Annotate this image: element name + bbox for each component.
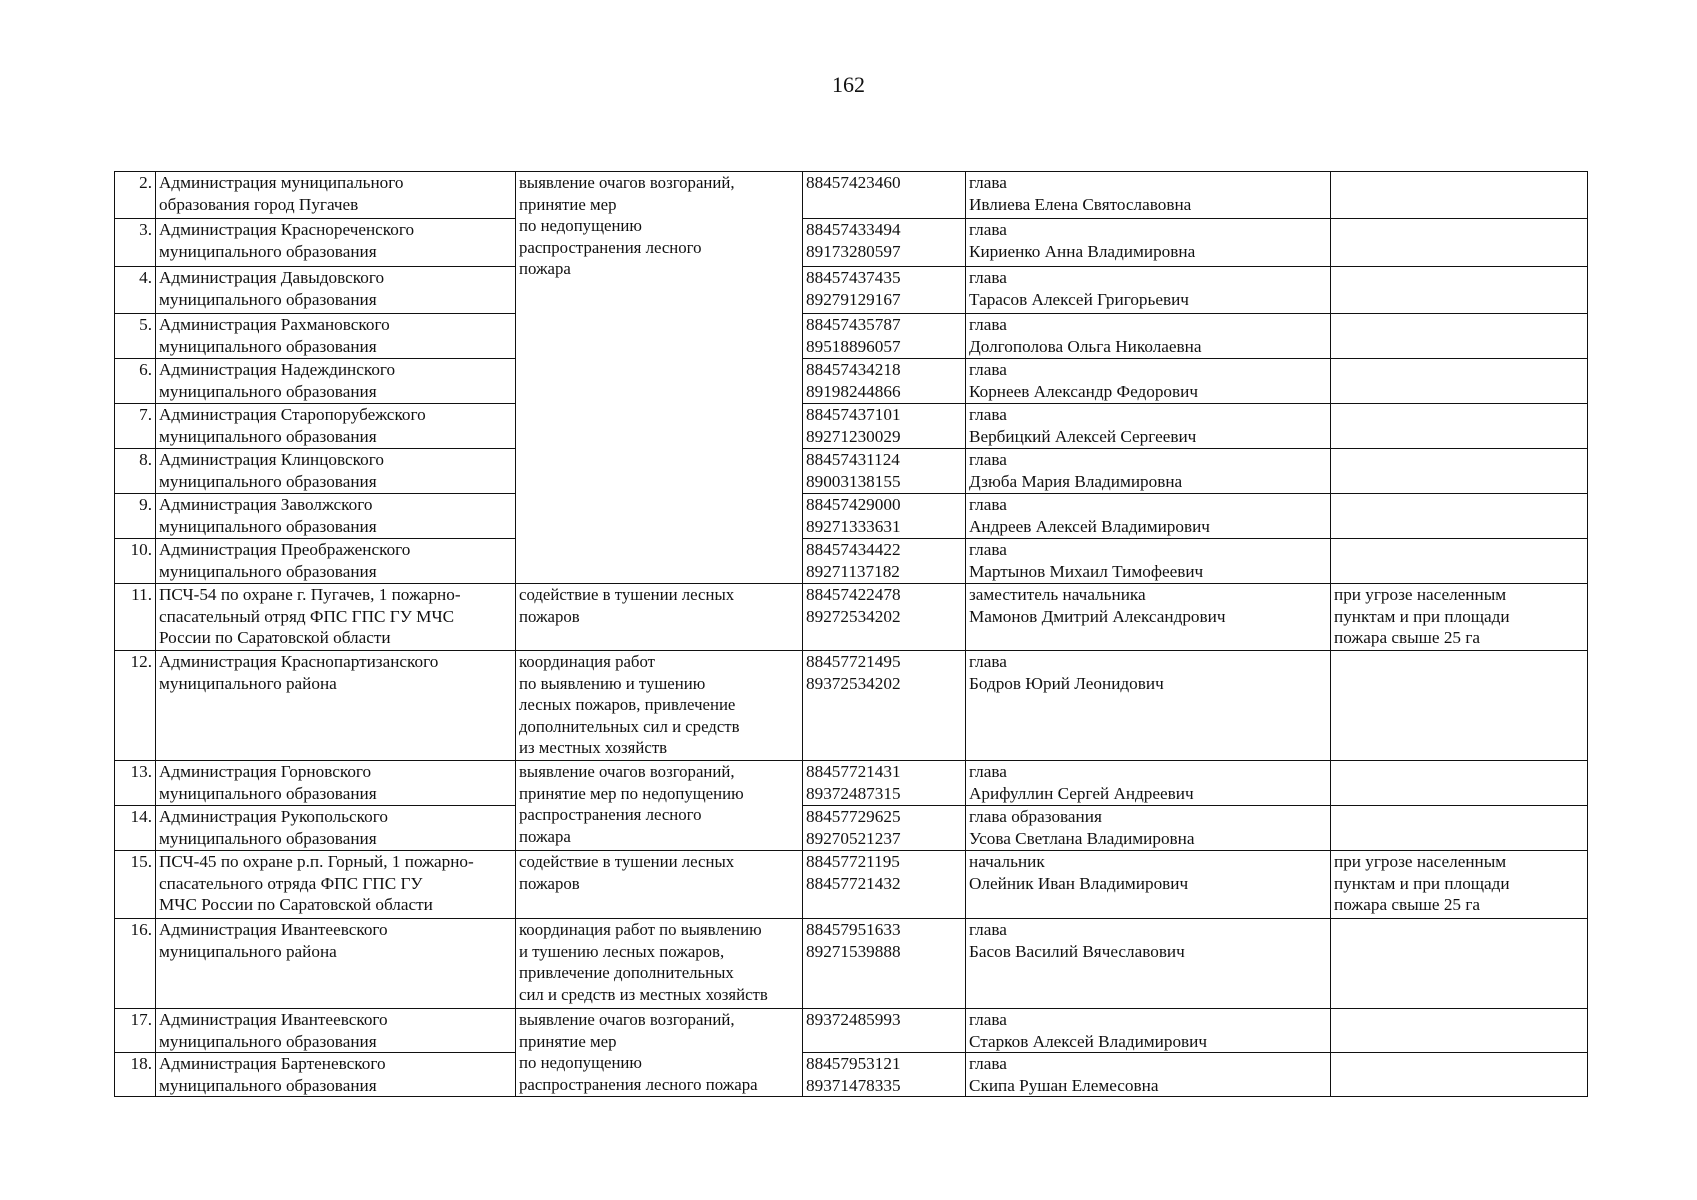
activity-cell: выявление очагов возгораний, принятие мер по недопущению распространения лесного пожара — [516, 172, 803, 584]
organization-cell: Администрация Ивантеевского муниципального района — [156, 919, 516, 1009]
contact-cell: глава Вербицкий Алексей Сергеевич — [966, 404, 1331, 449]
note-cell — [1331, 404, 1588, 449]
row-number: 17. — [115, 1009, 156, 1053]
row-number: 10. — [115, 539, 156, 584]
table-row — [115, 761, 1588, 806]
note-cell: при угрозе населенным пунктам и при площади пожара свыше 25 га — [1331, 851, 1588, 919]
contact-cell: глава Старков Алексей Владимирович — [966, 1009, 1331, 1053]
row-number: 18. — [115, 1053, 156, 1097]
table-row — [115, 404, 1588, 449]
phone-cell: 88457434422 89271137182 — [803, 539, 966, 584]
row-number: 13. — [115, 761, 156, 806]
contact-cell: глава Бодров Юрий Леонидович — [966, 651, 1331, 761]
phone-cell: 88457437101 89271230029 — [803, 404, 966, 449]
row-number: 14. — [115, 806, 156, 851]
phone-cell: 88457951633 89271539888 — [803, 919, 966, 1009]
row-number: 6. — [115, 359, 156, 404]
activity-cell: выявление очагов возгораний, принятие мер по недопущению распространения лесного пожара — [516, 1009, 803, 1097]
organization-cell: Администрация Клинцовского муниципального образования — [156, 449, 516, 494]
table-row — [115, 1053, 1588, 1097]
row-number: 16. — [115, 919, 156, 1009]
phone-cell: 88457434218 89198244866 — [803, 359, 966, 404]
activity-cell: координация работ по выявлению и тушению лесных пожаров, привлечение дополнительных сил и средств из местных хозяйств — [516, 919, 803, 1009]
note-cell — [1331, 761, 1588, 806]
activity-cell: координация работ по выявлению и тушению лесных пожаров, привлечение дополнительных сил и средств из местных хозяйств — [516, 651, 803, 761]
phone-cell: 88457721195 88457721432 — [803, 851, 966, 919]
phone-cell: 88457422478 89272534202 — [803, 584, 966, 651]
row-number: 7. — [115, 404, 156, 449]
phone-cell: 89372485993 — [803, 1009, 966, 1053]
phone-cell: 88457433494 89173280597 — [803, 219, 966, 267]
phone-cell: 88457721431 89372487315 — [803, 761, 966, 806]
phone-cell: 88457429000 89271333631 — [803, 494, 966, 539]
table-row — [115, 1009, 1588, 1053]
note-cell — [1331, 539, 1588, 584]
organization-cell: Администрация Бартеневского муниципального образования — [156, 1053, 516, 1097]
table-row — [115, 539, 1588, 584]
phone-cell: 88457721495 89372534202 — [803, 651, 966, 761]
organization-cell: Администрация Ивантеевского муниципального образования — [156, 1009, 516, 1053]
organization-cell: Администрация Рахмановского муниципального образования — [156, 314, 516, 359]
organization-cell: Администрация Краснореченского муниципального образования — [156, 219, 516, 267]
page-number: 162 — [832, 72, 865, 97]
table-row — [115, 267, 1588, 314]
table-row — [115, 584, 1588, 651]
contact-cell: глава Долгополова Ольга Николаевна — [966, 314, 1331, 359]
organization-cell: Администрация муниципального образования город Пугачев — [156, 172, 516, 219]
row-number: 15. — [115, 851, 156, 919]
row-number: 5. — [115, 314, 156, 359]
row-number: 11. — [115, 584, 156, 651]
note-cell — [1331, 359, 1588, 404]
row-number: 2. — [115, 172, 156, 219]
row-number: 3. — [115, 219, 156, 267]
note-cell — [1331, 314, 1588, 359]
note-cell — [1331, 1009, 1588, 1053]
row-number: 4. — [115, 267, 156, 314]
contact-cell: глава Кириенко Анна Владимировна — [966, 219, 1331, 267]
phone-cell: 88457423460 — [803, 172, 966, 219]
row-number: 8. — [115, 449, 156, 494]
phone-cell: 88457953121 89371478335 — [803, 1053, 966, 1097]
table-row — [115, 359, 1588, 404]
note-cell: при угрозе населенным пунктам и при площади пожара свыше 25 га — [1331, 584, 1588, 651]
contact-cell: глава Скипа Рушан Елемесовна — [966, 1053, 1331, 1097]
note-cell — [1331, 219, 1588, 267]
organization-cell: Администрация Надеждинского муниципального образования — [156, 359, 516, 404]
table-row — [115, 494, 1588, 539]
table-row — [115, 172, 1588, 219]
contact-cell: глава Андреев Алексей Владимирович — [966, 494, 1331, 539]
table-row — [115, 449, 1588, 494]
table-row — [115, 919, 1588, 1009]
phone-cell: 88457435787 89518896057 — [803, 314, 966, 359]
contact-cell: глава Арифуллин Сергей Андреевич — [966, 761, 1331, 806]
contact-cell: глава Корнеев Александр Федорович — [966, 359, 1331, 404]
organization-cell: Администрация Заволжского муниципального образования — [156, 494, 516, 539]
contact-cell: глава Басов Василий Вячеславович — [966, 919, 1331, 1009]
row-number: 9. — [115, 494, 156, 539]
table-row — [115, 651, 1588, 761]
note-cell — [1331, 449, 1588, 494]
note-cell — [1331, 267, 1588, 314]
organization-cell: Администрация Преображенского муниципального образования — [156, 539, 516, 584]
note-cell — [1331, 1053, 1588, 1097]
contact-cell: заместитель начальника Мамонов Дмитрий Александрович — [966, 584, 1331, 651]
organization-cell: Администрация Краснопартизанского муниципального района — [156, 651, 516, 761]
table-row — [115, 219, 1588, 267]
contact-cell: глава Ивлиева Елена Святославовна — [966, 172, 1331, 219]
phone-cell: 88457729625 89270521237 — [803, 806, 966, 851]
phone-cell: 88457437435 89279129167 — [803, 267, 966, 314]
phone-cell: 88457431124 89003138155 — [803, 449, 966, 494]
contacts-table — [114, 171, 1588, 1097]
contact-cell: глава Дзюба Мария Владимировна — [966, 449, 1331, 494]
activity-cell: выявление очагов возгораний, принятие мер по недопущению распространения лесного пожара — [516, 761, 803, 851]
organization-cell: Администрация Давыдовского муниципального образования — [156, 267, 516, 314]
row-number: 12. — [115, 651, 156, 761]
note-cell — [1331, 651, 1588, 761]
note-cell — [1331, 806, 1588, 851]
note-cell — [1331, 919, 1588, 1009]
contact-cell: глава образования Усова Светлана Владимировна — [966, 806, 1331, 851]
organization-cell: Администрация Горновского муниципального образования — [156, 761, 516, 806]
contact-cell: начальник Олейник Иван Владимирович — [966, 851, 1331, 919]
organization-cell: Администрация Старопорубежского муниципального образования — [156, 404, 516, 449]
table-row — [115, 806, 1588, 851]
table-row — [115, 314, 1588, 359]
organization-cell: Администрация Рукопольского муниципального образования — [156, 806, 516, 851]
contact-cell: глава Тарасов Алексей Григорьевич — [966, 267, 1331, 314]
contact-cell: глава Мартынов Михаил Тимофеевич — [966, 539, 1331, 584]
organization-cell: ПСЧ-45 по охране р.п. Горный, 1 пожарно- спасательного отряда ФПС ГПС ГУ МЧС России по Саратовской области — [156, 851, 516, 919]
organization-cell: ПСЧ-54 по охране г. Пугачев, 1 пожарно- спасательный отряд ФПС ГПС ГУ МЧС России по Саратовской области — [156, 584, 516, 651]
table-row — [115, 851, 1588, 919]
note-cell — [1331, 172, 1588, 219]
activity-cell: содействие в тушении лесных пожаров — [516, 584, 803, 651]
activity-cell: содействие в тушении лесных пожаров — [516, 851, 803, 919]
note-cell — [1331, 494, 1588, 539]
